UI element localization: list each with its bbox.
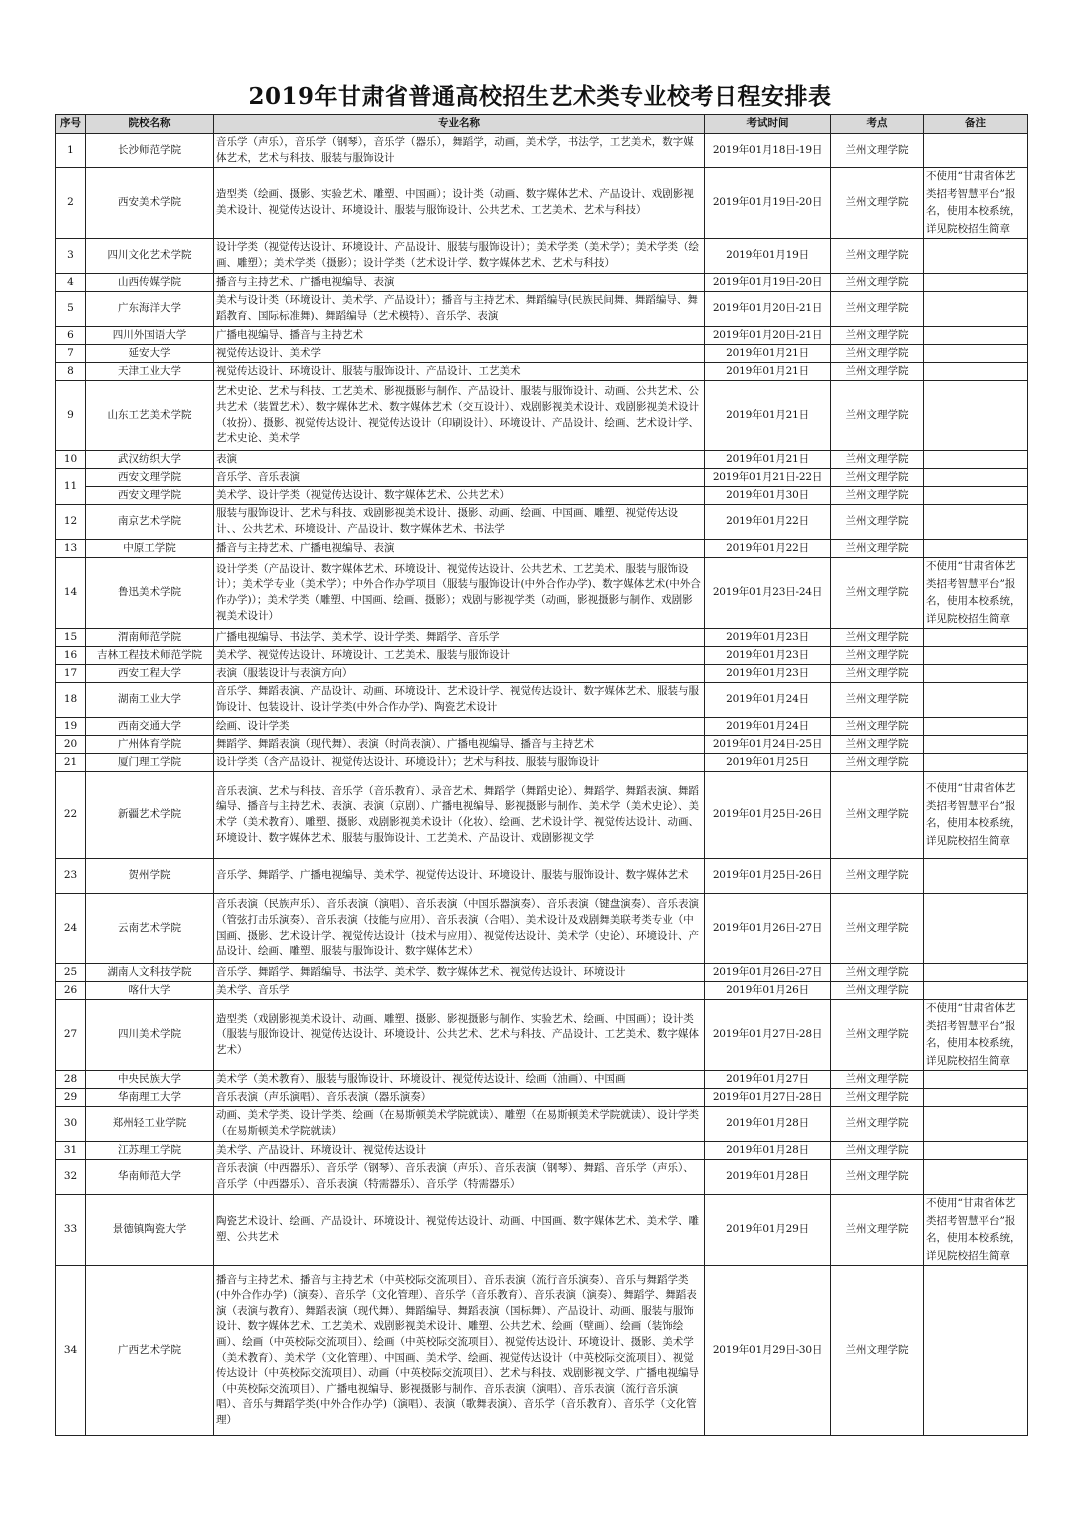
cell-note [924, 134, 1028, 168]
header-no: 序号 [56, 115, 86, 134]
cell-time: 2019年01月23日 [705, 629, 831, 647]
cell-school: 郑州轻工业学院 [86, 1107, 214, 1142]
cell-no: 26 [56, 982, 86, 1000]
cell-no: 12 [56, 505, 86, 540]
cell-note [924, 1071, 1028, 1089]
cell-school: 广东海洋大学 [86, 292, 214, 327]
cell-time: 2019年01月27日-28日 [705, 1089, 831, 1107]
cell-school: 广西艺术学院 [86, 1266, 214, 1436]
cell-note [924, 469, 1028, 487]
cell-place: 兰州文理学院 [831, 558, 924, 629]
cell-no: 19 [56, 718, 86, 736]
cell-time: 2019年01月25日-26日 [705, 772, 831, 859]
cell-note [924, 239, 1028, 274]
cell-no: 4 [56, 274, 86, 292]
table-row [56, 363, 1028, 381]
cell-major: 设计学类（产品设计、数字媒体艺术、环境设计、视觉传达设计、公共艺术、工艺美术、服装与服饰设计）；美术学专业（美术学）；中外合作办学项目（服装与服饰设计(中外合作办学)、数字媒体艺术(中外合作办学)）；美术学类（雕塑、中国画、绘画、摄影）；戏剧与影视学类（动画，影视摄影与制作、戏剧影视美术设计） [214, 558, 705, 629]
cell-place: 兰州文理学院 [831, 647, 924, 665]
cell-no: 16 [56, 647, 86, 665]
cell-no: 14 [56, 558, 86, 629]
cell-major: 造型类（戏剧影视美术设计、动画、雕塑、摄影、影视摄影与制作、实验艺术、绘画、中国画）；设计类（服装与服饰设计、视觉传达设计、环境设计、公共艺术、艺术与科技、产品设计、工艺美术、数字媒体艺术） [214, 1000, 705, 1071]
cell-no: 29 [56, 1089, 86, 1107]
cell-place: 兰州文理学院 [831, 718, 924, 736]
cell-place: 兰州文理学院 [831, 487, 924, 505]
cell-school: 吉林工程技术师范学院 [86, 647, 214, 665]
cell-major: 音乐学、舞蹈学、舞蹈编导、书法学、美术学、数字媒体艺术、视觉传达设计、环境设计 [214, 964, 705, 982]
cell-place: 兰州文理学院 [831, 1000, 924, 1071]
cell-school: 西南交通大学 [86, 718, 214, 736]
cell-school: 四川美术学院 [86, 1000, 214, 1071]
cell-no: 24 [56, 894, 86, 964]
table-row [56, 629, 1028, 647]
table-row [56, 505, 1028, 540]
cell-note [924, 754, 1028, 772]
cell-no: 13 [56, 540, 86, 558]
cell-major: 美术与设计类（环境设计、美术学、产品设计）；播音与主持艺术、舞蹈编导(民族民间舞、舞蹈编导、舞蹈教育、国际标准舞)、舞蹈编导（艺术模特）、音乐学、表演 [214, 292, 705, 327]
table-row [56, 1089, 1028, 1107]
cell-school: 中原工学院 [86, 540, 214, 558]
cell-school: 华南理工大学 [86, 1089, 214, 1107]
cell-school: 厦门理工学院 [86, 754, 214, 772]
cell-place: 兰州文理学院 [831, 754, 924, 772]
cell-note [924, 1142, 1028, 1160]
cell-place: 兰州文理学院 [831, 134, 924, 168]
table-row [56, 683, 1028, 718]
cell-time: 2019年01月19日-20日 [705, 274, 831, 292]
cell-time: 2019年01月27日 [705, 1071, 831, 1089]
cell-major: 美术学、音乐学 [214, 982, 705, 1000]
cell-note [924, 274, 1028, 292]
cell-major: 视觉传达设计、环境设计、服装与服饰设计、产品设计、工艺美术 [214, 363, 705, 381]
cell-no: 8 [56, 363, 86, 381]
table-row [56, 1266, 1028, 1436]
schedule-table [55, 114, 1028, 1436]
table-row [56, 239, 1028, 274]
cell-major: 音乐表演（声乐演唱）、音乐表演（器乐演奏） [214, 1089, 705, 1107]
cell-time: 2019年01月21日 [705, 363, 831, 381]
table-row [56, 1142, 1028, 1160]
table-row [56, 1195, 1028, 1266]
cell-note [924, 381, 1028, 451]
table-header-row [56, 115, 1028, 134]
table-row [56, 1000, 1028, 1071]
table-body [56, 134, 1028, 1436]
cell-major: 音乐表演（中西器乐）、音乐学（钢琴）、音乐表演（声乐）、音乐表演（钢琴）、舞蹈、音乐学（声乐）、音乐学（中西器乐）、音乐表演（特需器乐）、音乐学（特需器乐） [214, 1160, 705, 1195]
cell-major: 音乐表演、艺术与科技、音乐学（音乐教育）、录音艺术、舞蹈学（舞蹈史论）、舞蹈学、舞蹈表演、舞蹈编导、播音与主持艺术、表演、表演（京剧）、广播电视编导、影视摄影与制作、美术学（美术史论）、美术学（美术教育）、雕塑、摄影、戏剧影视美术设计（化妆）、绘画、艺术设计学、视觉传达设计、动画、环境设计、数字媒体艺术、服装与服饰设计、工艺美术、产品设计、戏剧影视文学 [214, 772, 705, 859]
cell-no: 33 [56, 1195, 86, 1266]
cell-place: 兰州文理学院 [831, 629, 924, 647]
cell-note [924, 1089, 1028, 1107]
table-row [56, 327, 1028, 345]
cell-note [924, 982, 1028, 1000]
cell-major: 动画、美术学类、设计学类、绘画（在易斯顿美术学院就读）、雕塑（在易斯顿美术学院就读）、设计学类（在易斯顿美术学院就读） [214, 1107, 705, 1142]
cell-major: 艺术史论、艺术与科技、工艺美术、影视摄影与制作、产品设计、服装与服饰设计、动画、公共艺术、公共艺术（装置艺术）、数字媒体艺术、数字媒体艺术（交互设计）、戏剧影视美术设计、戏剧影视美术设计（妆扮）、摄影、视觉传达设计、视觉传达设计（印刷设计）、环境设计、产品设计、绘画、艺术设计学、艺术史论、美术学 [214, 381, 705, 451]
cell-no: 6 [56, 327, 86, 345]
cell-school: 湖南人文科技学院 [86, 964, 214, 982]
cell-place: 兰州文理学院 [831, 345, 924, 363]
header-note: 备注 [924, 115, 1028, 134]
table-row [56, 168, 1028, 239]
header-time: 考试时间 [705, 115, 831, 134]
cell-school: 天津工业大学 [86, 363, 214, 381]
cell-school: 延安大学 [86, 345, 214, 363]
cell-place: 兰州文理学院 [831, 381, 924, 451]
cell-school: 湖南工业大学 [86, 683, 214, 718]
cell-time: 2019年01月23日 [705, 647, 831, 665]
cell-note [924, 487, 1028, 505]
table-row [56, 1107, 1028, 1142]
cell-place: 兰州文理学院 [831, 1142, 924, 1160]
cell-note [924, 1266, 1028, 1436]
cell-major: 绘画、设计学类 [214, 718, 705, 736]
cell-place: 兰州文理学院 [831, 274, 924, 292]
cell-no: 10 [56, 451, 86, 469]
cell-major: 广播电视编导、播音与主持艺术 [214, 327, 705, 345]
cell-major: 设计学类（含产品设计、视觉传达设计、环境设计）；艺术与科技、服装与服饰设计 [214, 754, 705, 772]
cell-major: 服装与服饰设计、艺术与科技、戏剧影视美术设计、摄影、动画、绘画、中国画、雕塑、视觉传达设计、、公共艺术、环境设计、产品设计、数字媒体艺术、书法学 [214, 505, 705, 540]
table-row [56, 381, 1028, 451]
table-row [56, 964, 1028, 982]
cell-major: 表演 [214, 451, 705, 469]
cell-note [924, 505, 1028, 540]
table-row [56, 772, 1028, 859]
cell-major: 表演（服装设计与表演方向） [214, 665, 705, 683]
cell-place: 兰州文理学院 [831, 292, 924, 327]
cell-no: 5 [56, 292, 86, 327]
cell-note [924, 540, 1028, 558]
table-row [56, 859, 1028, 894]
table-row [56, 540, 1028, 558]
cell-major: 音乐学、音乐表演 [214, 469, 705, 487]
cell-place: 兰州文理学院 [831, 736, 924, 754]
cell-school: 武汉纺织大学 [86, 451, 214, 469]
cell-time: 2019年01月26日-27日 [705, 964, 831, 982]
cell-time: 2019年01月28日 [705, 1142, 831, 1160]
cell-time: 2019年01月20日-21日 [705, 327, 831, 345]
table-row [56, 665, 1028, 683]
cell-time: 2019年01月24日-25日 [705, 736, 831, 754]
table-row [56, 982, 1028, 1000]
cell-place: 兰州文理学院 [831, 1160, 924, 1195]
table-row [56, 1160, 1028, 1195]
cell-time: 2019年01月26日 [705, 982, 831, 1000]
cell-time: 2019年01月18日-19日 [705, 134, 831, 168]
cell-no: 25 [56, 964, 86, 982]
cell-place: 兰州文理学院 [831, 982, 924, 1000]
cell-note [924, 345, 1028, 363]
cell-place: 兰州文理学院 [831, 363, 924, 381]
cell-school: 喀什大学 [86, 982, 214, 1000]
cell-place: 兰州文理学院 [831, 168, 924, 239]
cell-place: 兰州文理学院 [831, 964, 924, 982]
cell-place: 兰州文理学院 [831, 683, 924, 718]
table-row [56, 1071, 1028, 1089]
cell-no: 28 [56, 1071, 86, 1089]
cell-time: 2019年01月23日 [705, 665, 831, 683]
cell-place: 兰州文理学院 [831, 665, 924, 683]
cell-place: 兰州文理学院 [831, 239, 924, 274]
table-row [56, 754, 1028, 772]
cell-note [924, 665, 1028, 683]
cell-note [924, 1160, 1028, 1195]
cell-no: 3 [56, 239, 86, 274]
cell-note [924, 859, 1028, 894]
cell-time: 2019年01月21日-22日 [705, 469, 831, 487]
cell-school: 西安文理学院 [86, 469, 214, 487]
table-row [56, 345, 1028, 363]
cell-note [924, 327, 1028, 345]
cell-note [924, 451, 1028, 469]
cell-major: 播音与主持艺术、广播电视编导、表演 [214, 274, 705, 292]
cell-major: 音乐表演（民族声乐）、音乐表演（演唱）、音乐表演（中国乐器演奏）、音乐表演（键盘演奏）、音乐表演（管弦打击乐演奏）、音乐表演（技能与应用）、音乐表演（合唱）、美术设计及戏剧舞美联考类专业（中国画、摄影、艺术设计学、视觉传达设计（技术与应用）、视觉传达设计、美术学（史论）、环境设计、产品设计、绘画、雕塑、服装与服饰设计、数字媒体艺术） [214, 894, 705, 964]
cell-no: 27 [56, 1000, 86, 1071]
cell-place: 兰州文理学院 [831, 772, 924, 859]
cell-time: 2019年01月29日-30日 [705, 1266, 831, 1436]
cell-major: 音乐学、舞蹈学、广播电视编导、美术学、视觉传达设计、环境设计、服装与服饰设计、数字媒体艺术 [214, 859, 705, 894]
cell-no: 2 [56, 168, 86, 239]
cell-major: 广播电视编导、书法学、美术学、设计学类、舞蹈学、音乐学 [214, 629, 705, 647]
cell-note: 不使用“甘肃省体艺类招考智慧平台”报名，使用本校系统，详见院校招生简章 [924, 168, 1028, 239]
cell-major: 视觉传达设计、美术学 [214, 345, 705, 363]
cell-school: 四川文化艺术学院 [86, 239, 214, 274]
table-row [56, 736, 1028, 754]
cell-major: 音乐学、舞蹈表演、产品设计、动画、环境设计、艺术设计学、视觉传达设计、数字媒体艺术、服装与服饰设计、包装设计、设计学类(中外合作办学)、陶瓷艺术设计 [214, 683, 705, 718]
cell-major: 美术学（美术教育）、服装与服饰设计、环境设计、视觉传达设计、绘画（油画）、中国画 [214, 1071, 705, 1089]
cell-note [924, 647, 1028, 665]
cell-school: 长沙师范学院 [86, 134, 214, 168]
cell-school: 鲁迅美术学院 [86, 558, 214, 629]
cell-school: 中央民族大学 [86, 1071, 214, 1089]
table-row [56, 487, 1028, 505]
cell-time: 2019年01月25日-26日 [705, 859, 831, 894]
table-row [56, 558, 1028, 629]
cell-school: 西安文理学院 [86, 487, 214, 505]
cell-place: 兰州文理学院 [831, 894, 924, 964]
cell-time: 2019年01月28日 [705, 1160, 831, 1195]
cell-time: 2019年01月21日 [705, 381, 831, 451]
cell-major: 音乐学（声乐），音乐学（钢琴），音乐学（器乐），舞蹈学，动画，美术学，书法学，工艺美术，数字媒体艺术，艺术与科技、服装与服饰设计 [214, 134, 705, 168]
cell-time: 2019年01月24日 [705, 718, 831, 736]
cell-school: 广州体育学院 [86, 736, 214, 754]
cell-place: 兰州文理学院 [831, 1071, 924, 1089]
cell-time: 2019年01月25日 [705, 754, 831, 772]
cell-school: 景德镇陶瓷大学 [86, 1195, 214, 1266]
cell-place: 兰州文理学院 [831, 451, 924, 469]
page-title: 2019年甘肃省普通高校招生艺术类专业校考日程安排表 [248, 83, 832, 110]
cell-note [924, 894, 1028, 964]
cell-place: 兰州文理学院 [831, 505, 924, 540]
cell-school: 西安美术学院 [86, 168, 214, 239]
table-row [56, 292, 1028, 327]
cell-no: 1 [56, 134, 86, 168]
cell-time: 2019年01月28日 [705, 1107, 831, 1142]
header-place: 考点 [831, 115, 924, 134]
table-row [56, 274, 1028, 292]
cell-time: 2019年01月27日-28日 [705, 1000, 831, 1071]
cell-no: 18 [56, 683, 86, 718]
table-row [56, 469, 1028, 487]
table-row [56, 134, 1028, 168]
cell-time: 2019年01月30日 [705, 487, 831, 505]
cell-major: 播音与主持艺术、播音与主持艺术（中英校际交流项目）、音乐表演（流行音乐演奏）、音乐与舞蹈学类(中外合作办学)（演奏）、音乐学（文化管理）、音乐学（音乐教育）、音乐表演（演奏）、舞蹈学、舞蹈表演（表演与教育）、舞蹈表演（现代舞）、舞蹈编导、舞蹈表演（国标舞）、产品设计、动画、服装与服饰设计、数字媒体艺术、工艺美术、戏剧影视美术设计、雕塑、公共艺术、绘画（壁画）、绘画（装饰绘画）、绘画（中英校际交流项目）、绘画（中英校际交流项目）、视觉传达设计、环境设计、摄影、美术学（美术教育）、美术学（文化管理）、中国画、美术学、绘画、视觉传达设计（中英校际交流项目）、视觉传达设计（中英校际交流项目）、动画（中英校际交流项目）、艺术与科技、戏剧影视文学、广播电视编导（中英校际交流项目）、广播电视编导、影视摄影与制作、音乐表演（演唱）、音乐表演（流行音乐演唱）、音乐与舞蹈学类(中外合作办学)（演唱）、表演（歌舞表演）、音乐学（音乐教育）、音乐学（文化管理） [214, 1266, 705, 1436]
cell-no: 7 [56, 345, 86, 363]
cell-no: 34 [56, 1266, 86, 1436]
cell-school: 山西传媒学院 [86, 274, 214, 292]
cell-major: 设计学类（视觉传达设计、环境设计、产品设计、服装与服饰设计）；美术学类（美术学）；美术学类（绘画、雕塑）；美术学类（摄影）；设计学类（艺术设计学、数字媒体艺术、艺术与科技） [214, 239, 705, 274]
cell-time: 2019年01月23日-24日 [705, 558, 831, 629]
cell-time: 2019年01月21日 [705, 451, 831, 469]
cell-place: 兰州文理学院 [831, 1195, 924, 1266]
cell-time: 2019年01月20日-21日 [705, 292, 831, 327]
cell-major: 陶瓷艺术设计、绘画、产品设计、环境设计、视觉传达设计、动画、中国画、数字媒体艺术、美术学、雕塑、公共艺术 [214, 1195, 705, 1266]
cell-note: 不使用“甘肃省体艺类招考智慧平台”报名，使用本校系统，详见院校招生简章 [924, 1000, 1028, 1071]
cell-no: 31 [56, 1142, 86, 1160]
table-row [56, 894, 1028, 964]
cell-major: 美术学、产品设计、环境设计、视觉传达设计 [214, 1142, 705, 1160]
cell-note [924, 292, 1028, 327]
cell-place: 兰州文理学院 [831, 1089, 924, 1107]
cell-place: 兰州文理学院 [831, 469, 924, 487]
cell-time: 2019年01月24日 [705, 683, 831, 718]
cell-place: 兰州文理学院 [831, 1107, 924, 1142]
table-row [56, 718, 1028, 736]
cell-note: 不使用“甘肃省体艺类招考智慧平台”报名，使用本校系统，详见院校招生简章 [924, 558, 1028, 629]
cell-no: 32 [56, 1160, 86, 1195]
cell-school: 江苏理工学院 [86, 1142, 214, 1160]
table-row [56, 451, 1028, 469]
cell-school: 南京艺术学院 [86, 505, 214, 540]
cell-no: 9 [56, 381, 86, 451]
cell-note: 不使用“甘肃省体艺类招考智慧平台”报名，使用本校系统，详见院校招生简章 [924, 1195, 1028, 1266]
header-school: 院校名称 [86, 115, 214, 134]
cell-place: 兰州文理学院 [831, 327, 924, 345]
cell-major: 造型类（绘画、摄影、实验艺术、雕塑、中国画）；设计类（动画、数字媒体艺术、产品设计、戏剧影视美术设计、视觉传达设计、环境设计、服装与服饰设计、公共艺术、工艺美术、艺术与科技） [214, 168, 705, 239]
cell-no: 17 [56, 665, 86, 683]
cell-note [924, 683, 1028, 718]
cell-school: 新疆艺术学院 [86, 772, 214, 859]
cell-no: 22 [56, 772, 86, 859]
cell-time: 2019年01月19日-20日 [705, 168, 831, 239]
cell-no: 11 [56, 469, 86, 505]
cell-no: 21 [56, 754, 86, 772]
cell-school: 华南师范大学 [86, 1160, 214, 1195]
cell-note: 不使用“甘肃省体艺类招考智慧平台”报名，使用本校系统，详见院校招生简章 [924, 772, 1028, 859]
header-major: 专业名称 [214, 115, 705, 134]
cell-major: 美术学、视觉传达设计、环境设计、工艺美术、服装与服饰设计 [214, 647, 705, 665]
cell-note [924, 736, 1028, 754]
cell-note [924, 1107, 1028, 1142]
cell-school: 山东工艺美术学院 [86, 381, 214, 451]
cell-major: 播音与主持艺术、广播电视编导、表演 [214, 540, 705, 558]
cell-place: 兰州文理学院 [831, 540, 924, 558]
cell-note [924, 629, 1028, 647]
cell-place: 兰州文理学院 [831, 859, 924, 894]
cell-no: 20 [56, 736, 86, 754]
cell-no: 30 [56, 1107, 86, 1142]
cell-school: 西安工程大学 [86, 665, 214, 683]
cell-time: 2019年01月26日-27日 [705, 894, 831, 964]
table-row [56, 647, 1028, 665]
cell-school: 云南艺术学院 [86, 894, 214, 964]
cell-note [924, 718, 1028, 736]
cell-place: 兰州文理学院 [831, 1266, 924, 1436]
cell-major: 美术学、设计学类（视觉传达设计、数字媒体艺术、公共艺术） [214, 487, 705, 505]
cell-time: 2019年01月21日 [705, 345, 831, 363]
cell-school: 渭南师范学院 [86, 629, 214, 647]
cell-no: 15 [56, 629, 86, 647]
cell-school: 贺州学院 [86, 859, 214, 894]
cell-time: 2019年01月22日 [705, 540, 831, 558]
cell-time: 2019年01月22日 [705, 505, 831, 540]
cell-school: 四川外国语大学 [86, 327, 214, 345]
cell-time: 2019年01月19日 [705, 239, 831, 274]
cell-no: 23 [56, 859, 86, 894]
cell-major: 舞蹈学、舞蹈表演（现代舞）、表演（时尚表演）、广播电视编导、播音与主持艺术 [214, 736, 705, 754]
cell-note [924, 363, 1028, 381]
cell-time: 2019年01月29日 [705, 1195, 831, 1266]
cell-note [924, 964, 1028, 982]
